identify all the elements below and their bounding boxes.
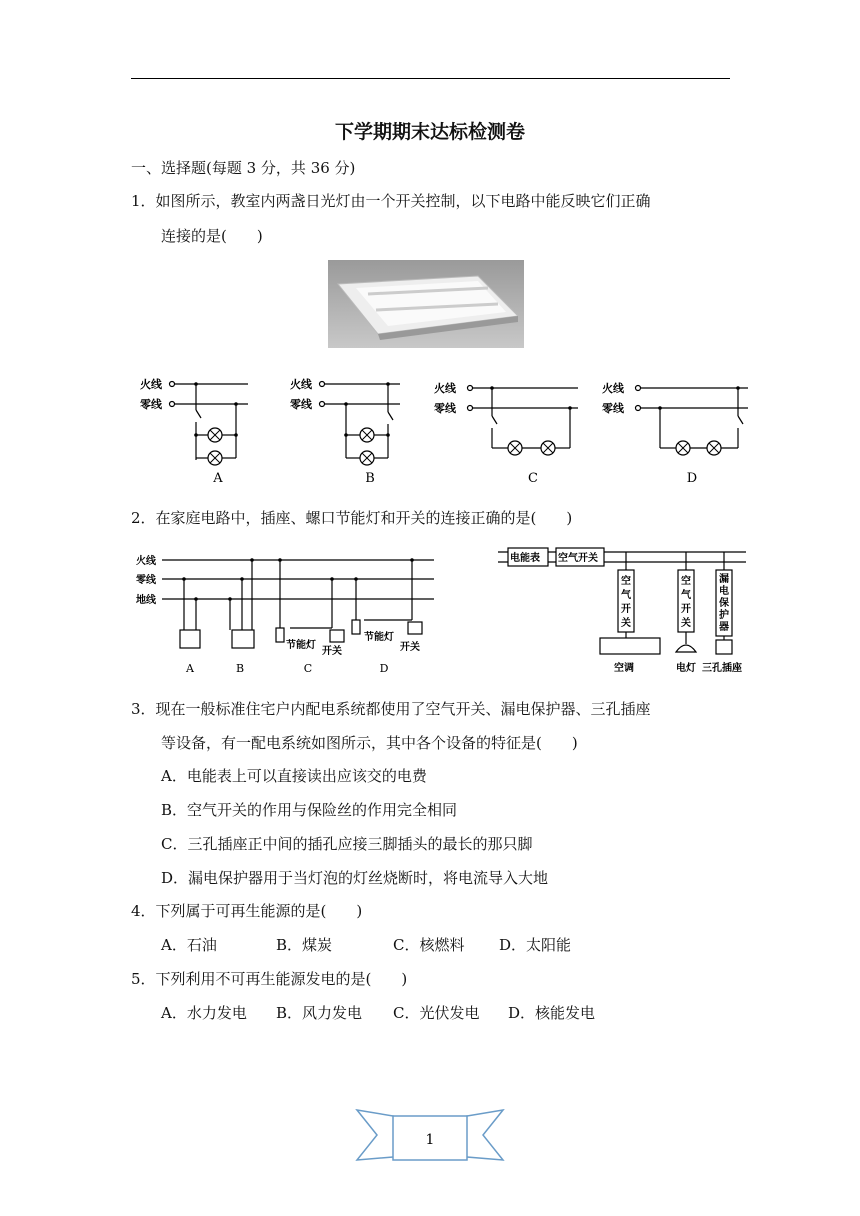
rcd-char: 电 [719,586,729,597]
q5-text: 5．下列利用不可再生能源发电的是( ) [131,970,408,988]
lamp-label-c: 节能灯 [286,640,316,651]
neutral-label-c: 零线 [434,402,456,415]
q3-option-b: B．空气开关的作用与保险丝的作用完全相同 [161,801,458,819]
q2-wiring-figure [132,550,442,678]
option-b-label: B [235,662,245,675]
breaker2-char: 开 [681,604,691,615]
q4-text: 4．下列属于可再生能源的是( ) [131,902,363,920]
option-a-label: A [213,471,223,486]
q4-option-c: C．核燃料 [393,936,465,954]
socket-label: 三孔插座 [702,663,742,674]
page-number: 1 [425,1132,435,1148]
live-label-c: 火线 [434,382,456,395]
rcd-char: 漏 [719,574,729,585]
rcd-char: 保 [719,598,729,609]
aircon-label: 空调 [614,663,634,674]
q3-line2: 等设备，有一配电系统如图所示，其中各个设备的特征是( ) [161,734,578,752]
q3-line1: 3．现在一般标准住宅户内配电系统都使用了空气开关、漏电保护器、三孔插座 [131,700,651,718]
fluorescent-lamp-photo [328,260,524,348]
live-label-d: 火线 [602,382,624,395]
switch-label-d: 开关 [400,642,420,653]
q1-circuit-figure [138,370,758,490]
section-heading: 一、选择题(每题 3 分，共 36 分) [131,159,356,177]
main-breaker-label: 空气开关 [558,553,598,564]
q4-option-d: D．太阳能 [499,936,572,954]
q5-option-b: B．风力发电 [276,1004,363,1022]
live-label-a: 火线 [140,378,162,391]
live-label: 火线 [136,556,156,567]
breaker2-char: 气 [681,590,691,601]
lamp-label: 电灯 [676,663,696,674]
q3-option-a: A．电能表上可以直接读出应该交的电费 [161,767,427,785]
header-rule [131,78,730,79]
q1-line2: 连接的是( ) [161,227,263,245]
breaker1-char: 空 [621,576,631,587]
q5-option-d: D．核能发电 [508,1004,596,1022]
option-a-label: A [186,662,194,675]
switch-label-c: 开关 [322,646,342,657]
neutral-label-b: 零线 [290,398,312,411]
neutral-label: 零线 [136,575,156,586]
q5-option-a: A．水力发电 [161,1004,247,1022]
breaker1-char: 气 [621,590,631,601]
breaker2-char: 关 [681,618,691,629]
option-b-label: B [365,471,375,486]
option-d-label: D [686,471,698,486]
page-number-ribbon [355,1104,505,1168]
q3-option-d: D．漏电保护器用于当灯泡的灯丝烧断时，将电流导入大地 [161,869,549,887]
q4-option-a: A．石油 [161,936,217,954]
breaker1-char: 关 [621,618,631,629]
breaker2-char: 空 [681,576,691,587]
page-title: 下学期期末达标检测卷 [334,121,525,143]
q1-line1: 1．如图所示，教室内两盏日光灯由一个开关控制，以下电路中能反映它们正确 [131,192,651,210]
neutral-label-a: 零线 [140,398,162,411]
q2-text: 2．在家庭电路中，插座、螺口节能灯和开关的连接正确的是( ) [131,509,573,527]
lamp-label-d: 节能灯 [364,632,394,643]
q5-option-c: C．光伏发电 [393,1004,480,1022]
breaker1-char: 开 [621,604,631,615]
neutral-label-d: 零线 [602,402,624,415]
q3-option-c: C．三孔插座正中间的插孔应接三脚插头的最长的那只脚 [161,835,533,853]
q4-option-b: B．煤炭 [276,936,333,954]
option-c-label: C [303,662,313,675]
meter-label: 电能表 [510,553,540,564]
rcd-char: 器 [719,622,729,633]
ground-label: 地线 [136,595,156,606]
distribution-system-figure [496,540,754,680]
option-d-label: D [379,662,389,675]
rcd-char: 护 [719,610,729,621]
option-c-label: C [528,471,538,486]
live-label-b: 火线 [290,378,312,391]
